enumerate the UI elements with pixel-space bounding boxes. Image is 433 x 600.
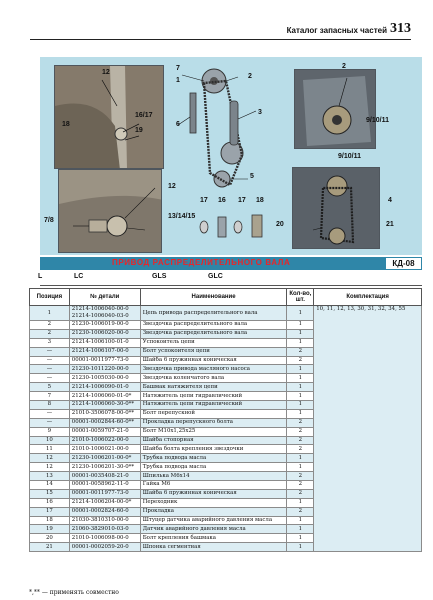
- cell-name: Переходник: [140, 498, 287, 507]
- cell-position: —: [30, 356, 70, 365]
- cell-qty: 2: [287, 507, 314, 516]
- cell-part-number: [69, 489, 140, 498]
- cell-position: 14: [30, 481, 70, 490]
- callout-tc-2: 2: [248, 73, 252, 80]
- cell-name: Штуцер датчика аварийного давления масла: [140, 516, 287, 525]
- cell-name: Башмак натяжителя цепи: [140, 383, 287, 392]
- part-number-line: 00001-0058962-11-0: [71, 481, 129, 488]
- cell-qty: 1: [287, 383, 314, 392]
- cell-qty: 1: [287, 321, 314, 330]
- col-name: Наименование: [140, 289, 287, 306]
- part-number-line: 21230-1006019-00-0: [71, 321, 129, 328]
- model-gls: GLS: [152, 273, 167, 280]
- part-number-line: 21060-3829010-03-0: [71, 525, 129, 532]
- callout-tl-16-17: 16/17: [135, 112, 153, 119]
- cell-position: 9: [30, 427, 70, 436]
- cell-position: 16: [30, 498, 70, 507]
- cell-position: 12: [30, 463, 70, 472]
- callout-bl-13-14-15: 13/14/15: [168, 213, 196, 220]
- table-header-row: [30, 289, 422, 306]
- callout-tc-7: 7: [176, 65, 180, 72]
- cell-qty: 1: [287, 306, 314, 321]
- cell-qty: 1: [287, 338, 314, 347]
- part-number-line: 21214-1006090-01-0: [71, 383, 129, 390]
- cell-qty: 1: [287, 374, 314, 383]
- part-number-line: 00001-0002844-60-0**: [71, 419, 135, 426]
- cell-qty: 2: [287, 356, 314, 365]
- cell-qty: 1: [287, 454, 314, 463]
- cell-part-number: [69, 321, 140, 330]
- col-qty: Кол-во, шт.: [287, 289, 314, 306]
- part-number-line: 21214-1006040-03-0: [71, 313, 129, 319]
- cell-position: 18: [30, 516, 70, 525]
- section-title: ПРИВОД РАСПРЕДЕЛИТЕЛЬНОГО ВАЛА: [112, 258, 291, 267]
- callout-bl-12: 12: [168, 183, 176, 190]
- part-number-line: 21214-1006060-30-0**: [71, 401, 135, 408]
- cell-position: 15: [30, 489, 70, 498]
- callout-br-21: 21: [386, 221, 394, 228]
- model-glc: GLC: [208, 273, 223, 280]
- callout-tc-3: 3: [258, 109, 262, 116]
- cell-position: —: [30, 347, 70, 356]
- cell-position: —: [30, 365, 70, 374]
- cell-name: Звездочка распределительного вала: [140, 329, 287, 338]
- cell-name: Трубка подвода масла: [140, 463, 287, 472]
- parts-table-body: [30, 306, 422, 552]
- cell-position: —: [30, 374, 70, 383]
- cell-part-number: [69, 481, 140, 490]
- cell-qty: 1: [287, 543, 314, 552]
- part-number-line: 21230-1011220-00-0: [71, 365, 129, 372]
- cell-part-number: [69, 374, 140, 383]
- cell-part-number: [69, 409, 140, 418]
- cell-qty: 1: [287, 365, 314, 374]
- cell-position: 2: [30, 321, 70, 330]
- part-number-line: 21230-1006201-00-0*: [71, 454, 132, 461]
- cell-name: Шпилька М6х14: [140, 472, 287, 481]
- cell-name: Шайба 6 пружинная коническая: [140, 489, 287, 498]
- cell-part-number: [69, 445, 140, 454]
- cell-qty: 2: [287, 445, 314, 454]
- cell-name: Трубка подвода масла: [140, 454, 287, 463]
- cell-part-number: [69, 472, 140, 481]
- cell-position: 8: [30, 401, 70, 410]
- cell-name: Цепь привода распределительного вала: [140, 306, 287, 321]
- cell-name: Болт успокоителя цепи: [140, 347, 287, 356]
- cell-qty: 1: [287, 392, 314, 401]
- cell-name: Шпонка сегментная: [140, 543, 287, 552]
- model-l: L: [38, 273, 43, 280]
- model-row: [40, 272, 422, 284]
- callout-tr-9-10-11: 9/10/11: [366, 117, 389, 124]
- cell-part-number: [69, 365, 140, 374]
- photo-tensioner-drawing: [59, 170, 162, 253]
- photo-chain-assembly: [292, 167, 380, 249]
- part-number-line: 21214-1006100-01-0: [71, 339, 129, 346]
- cell-name: Натяжитель цепи гидравлический: [140, 401, 287, 410]
- cell-qty: 1: [287, 525, 314, 534]
- cell-qty: 2: [287, 427, 314, 436]
- cell-part-number: [69, 329, 140, 338]
- col-part-number: № детали: [69, 289, 140, 306]
- cell-part-number: [69, 463, 140, 472]
- part-number-line: 00001-0002824-60-0: [71, 508, 129, 515]
- cell-position: 3: [30, 338, 70, 347]
- cell-set: 10, 11, 12, 13, 30, 31, 32, 34, 55: [314, 306, 422, 552]
- photo-panel: [40, 57, 422, 255]
- cell-part-number: [69, 525, 140, 534]
- section-banner: [40, 257, 422, 270]
- cell-name: Натяжитель цепи гидравлический: [140, 392, 287, 401]
- cell-name: Болт М10х1,25х25: [140, 427, 287, 436]
- callout-tc-6: 6: [176, 121, 180, 128]
- callout-tl-18: 18: [62, 121, 70, 128]
- callout-tl-12: 12: [102, 69, 110, 76]
- part-number-line: 21230-1006020-00-0: [71, 330, 129, 337]
- cell-name: Прокладка: [140, 507, 287, 516]
- cell-name: Шайба стопорная: [140, 436, 287, 445]
- photo-chain-assembly-drawing: [293, 168, 380, 249]
- cell-qty: 1: [287, 463, 314, 472]
- cell-position: 2: [30, 329, 70, 338]
- part-number-line: 21010-1006098-00-0: [71, 534, 129, 541]
- cell-qty: 2: [287, 436, 314, 445]
- callout-tc-1: 1: [176, 77, 180, 84]
- model-rule: [40, 285, 422, 286]
- cell-name: Шайба болта крепления звездочки: [140, 445, 287, 454]
- photo-tensioner: [58, 169, 162, 253]
- cell-part-number: [69, 454, 140, 463]
- part-number-line: 21214-1006107-00-0: [71, 348, 129, 355]
- small-parts-drawing: [196, 201, 266, 241]
- cell-part-number: [69, 534, 140, 543]
- cell-position: 7: [30, 392, 70, 401]
- cell-name: Звездочка коленчатого вала: [140, 374, 287, 383]
- photo-camshaft-sprocket-drawing: [295, 70, 376, 149]
- callout-br-20: 20: [276, 221, 284, 228]
- cell-part-number: [69, 338, 140, 347]
- cell-position: —: [30, 409, 70, 418]
- cell-part-number: [69, 436, 140, 445]
- callout-br-4: 4: [388, 197, 392, 204]
- cell-position: 10: [30, 436, 70, 445]
- cell-position: 11: [30, 445, 70, 454]
- col-position: Позиция: [30, 289, 70, 306]
- part-number-line: 21214-1006040-00-0: [71, 306, 129, 312]
- cell-part-number: [69, 306, 140, 321]
- table-row: [30, 306, 422, 321]
- part-number-line: 00001-0011977-73-0: [71, 357, 129, 363]
- cell-qty: 1: [287, 498, 314, 507]
- cell-part-number: [69, 383, 140, 392]
- cell-qty: 1: [287, 401, 314, 410]
- timing-chain-drawing: [174, 61, 284, 191]
- cell-part-number: [69, 418, 140, 427]
- cell-name: Болт крепления башмака: [140, 534, 287, 543]
- part-number-line: 00001-0011977-73-0: [71, 490, 129, 497]
- part-number-line: 00001-0059707-21-0: [71, 428, 129, 435]
- cell-name: Прокладка перепускного болта: [140, 418, 287, 427]
- part-number-line: 21214-1006204-00-0*: [71, 499, 132, 506]
- cell-qty: 2: [287, 418, 314, 427]
- cell-position: 12: [30, 454, 70, 463]
- cell-name: Болт перепускной: [140, 409, 287, 418]
- part-number-line: 21030-3810310-00-0: [71, 517, 129, 524]
- callout-bc-17b: 17: [238, 197, 246, 204]
- model-lc: LC: [74, 273, 84, 280]
- cell-part-number: [69, 498, 140, 507]
- cell-part-number: [69, 543, 140, 552]
- cell-qty: 1: [287, 516, 314, 525]
- callout-tc-5: 5: [250, 173, 254, 180]
- callout-bc-17a: 17: [200, 197, 208, 204]
- catalog-title: Каталог запасных частей: [286, 26, 387, 35]
- parts-table: [29, 288, 422, 552]
- callout-bc-16: 16: [218, 197, 226, 204]
- cell-position: 20: [30, 534, 70, 543]
- part-number-line: 21230-1006201-30-0**: [71, 463, 135, 470]
- cell-position: 21: [30, 543, 70, 552]
- callout-bc-18: 18: [256, 197, 264, 204]
- cell-name: Датчик аварийного давления масла: [140, 525, 287, 534]
- col-set: Комплектация: [314, 289, 422, 306]
- cell-part-number: [69, 347, 140, 356]
- part-number-line: 21010-3506078-00-0**: [71, 410, 135, 417]
- cell-qty: 1: [287, 534, 314, 543]
- header-rule: [30, 39, 411, 40]
- part-number-line: 21214-1006060-01-0*: [71, 392, 132, 399]
- cell-name: Успокоитель цепи: [140, 338, 287, 347]
- cell-position: 5: [30, 383, 70, 392]
- cell-qty: 2: [287, 481, 314, 490]
- photo-camshaft-sprocket: [294, 69, 376, 149]
- cell-part-number: [69, 392, 140, 401]
- cell-position: 17: [30, 507, 70, 516]
- footnote: *,** — применять совместно: [29, 589, 119, 596]
- page-header: [0, 0, 433, 40]
- cell-part-number: [69, 516, 140, 525]
- cell-position: 19: [30, 525, 70, 534]
- part-number-line: 21230-1005030-00-0: [71, 374, 129, 381]
- cell-part-number: [69, 356, 140, 365]
- cell-name: Звездочка привода масляного насоса: [140, 365, 287, 374]
- cell-part-number: [69, 507, 140, 516]
- cell-qty: 2: [287, 347, 314, 356]
- cell-qty: 2: [287, 472, 314, 481]
- cell-name: Звездочка распределительного вала: [140, 321, 287, 330]
- page-number: 313: [390, 21, 411, 36]
- part-number-line: 21010-1006021-00-0: [71, 445, 129, 452]
- cell-position: 1: [30, 306, 70, 321]
- callout-br-9-10-11: 9/10/11: [338, 153, 361, 160]
- part-number-line: 00001-0002059-20-0: [71, 543, 129, 550]
- callout-tr-2: 2: [342, 63, 346, 70]
- cell-position: —: [30, 418, 70, 427]
- cell-qty: 2: [287, 489, 314, 498]
- cell-qty: 1: [287, 329, 314, 338]
- part-number-line: 00001-0035408-21-0: [71, 472, 129, 479]
- cell-part-number: [69, 401, 140, 410]
- cell-position: 13: [30, 472, 70, 481]
- callout-bl-7-8: 7/8: [44, 217, 54, 224]
- callout-tl-19: 19: [135, 127, 143, 134]
- cell-name: Гайка М6: [140, 481, 287, 490]
- cell-name: Шайба 6 пружинная коническая: [140, 356, 287, 365]
- cell-qty: 1: [287, 409, 314, 418]
- section-code: КД-08: [385, 257, 422, 270]
- cell-part-number: [69, 427, 140, 436]
- part-number-line: 21010-1006022-00-0: [71, 437, 129, 444]
